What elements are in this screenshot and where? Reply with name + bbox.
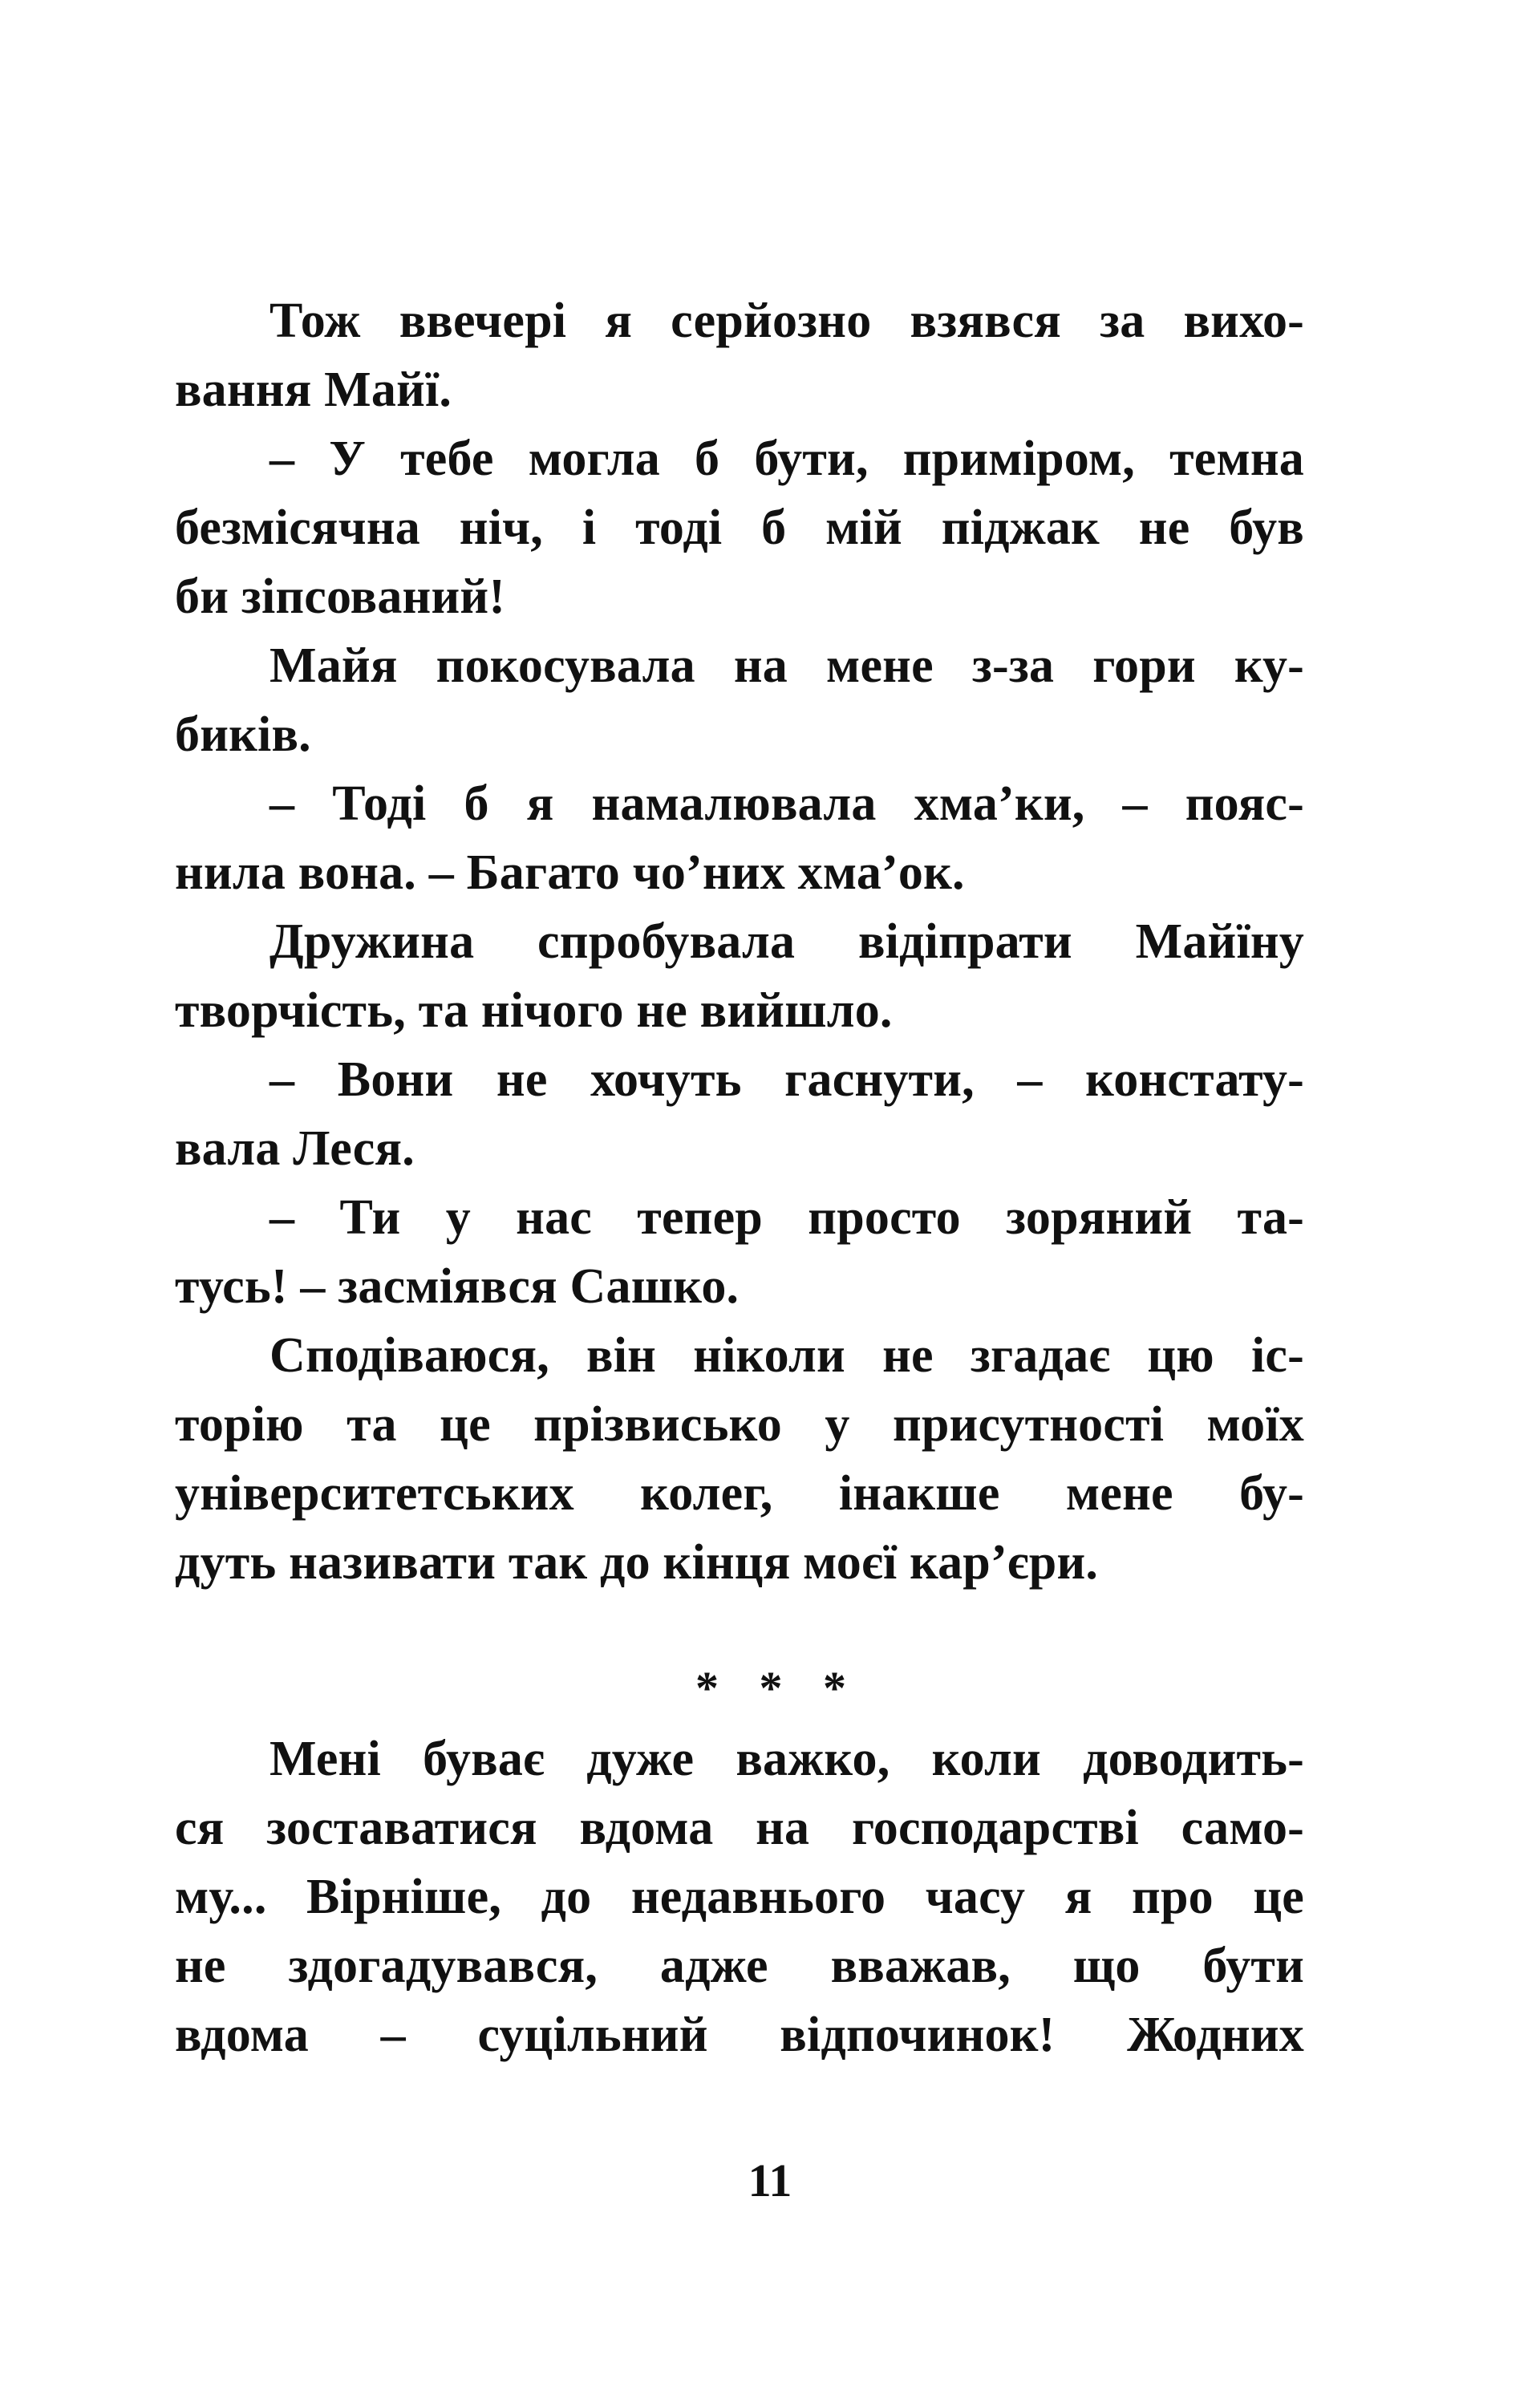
text-line: вдома – суцільний відпочинок! Жодних [175,2008,1304,2062]
text-line: тусь! – засміявся Сашко. [175,1259,740,1314]
text-line: Сподіваюся, він ніколи не згадає цю іс- [270,1328,1304,1383]
text-line: творчість, та нічого не вийшло. [175,983,893,1038]
text-line: університетських колег, інакше мене бу- [175,1466,1304,1521]
page-number: 11 [748,2154,792,2207]
body-text-section-2 [175,1724,1304,2069]
text-line: му... Вірніше, до недавнього часу я про це [175,1870,1304,1924]
text-line: – Ти у нас тепер просто зоряний та- [270,1190,1304,1245]
text-line: торію та це прізвисько у присутності моїх [175,1397,1304,1452]
text-line: ся зоставатися вдома на господарстві само- [175,1801,1304,1855]
text-line: не здогадувався, адже вважав, що бути [175,1939,1304,1993]
text-line: вала Леся. [175,1121,415,1176]
text-line: – Тоді б я намалювала хма’ки, – пояс- [270,776,1304,831]
text-line: би зіпсований! [175,569,506,624]
text-line: вання Майї. [175,363,452,417]
text-line: – У тебе могла б бути, приміром, темна [270,432,1304,486]
text-line: Мені буває дуже важко, коли доводить- [270,1732,1304,1786]
section-separator: * * * [695,1662,861,1714]
text-line: – Вони не хочуть гаснути, – констату- [270,1052,1304,1107]
text-line: биків. [175,707,311,762]
text-line: Дружина спробувала відіпрати Майїну [270,914,1304,969]
text-line: безмісячна ніч, і тоді б мій піджак не був [175,500,1304,555]
text-line: дуть називати так до кінця моєї кар’єри. [175,1535,1099,1590]
text-line: Тож ввечері я серйозно взявся за вихо- [270,294,1304,348]
text-line: нила вона. – Багато чо’них хма’ок. [175,845,965,900]
body-text-section-1 [175,286,1304,1597]
text-line: Майя покосувала на мене з-за гори ку- [270,638,1304,693]
